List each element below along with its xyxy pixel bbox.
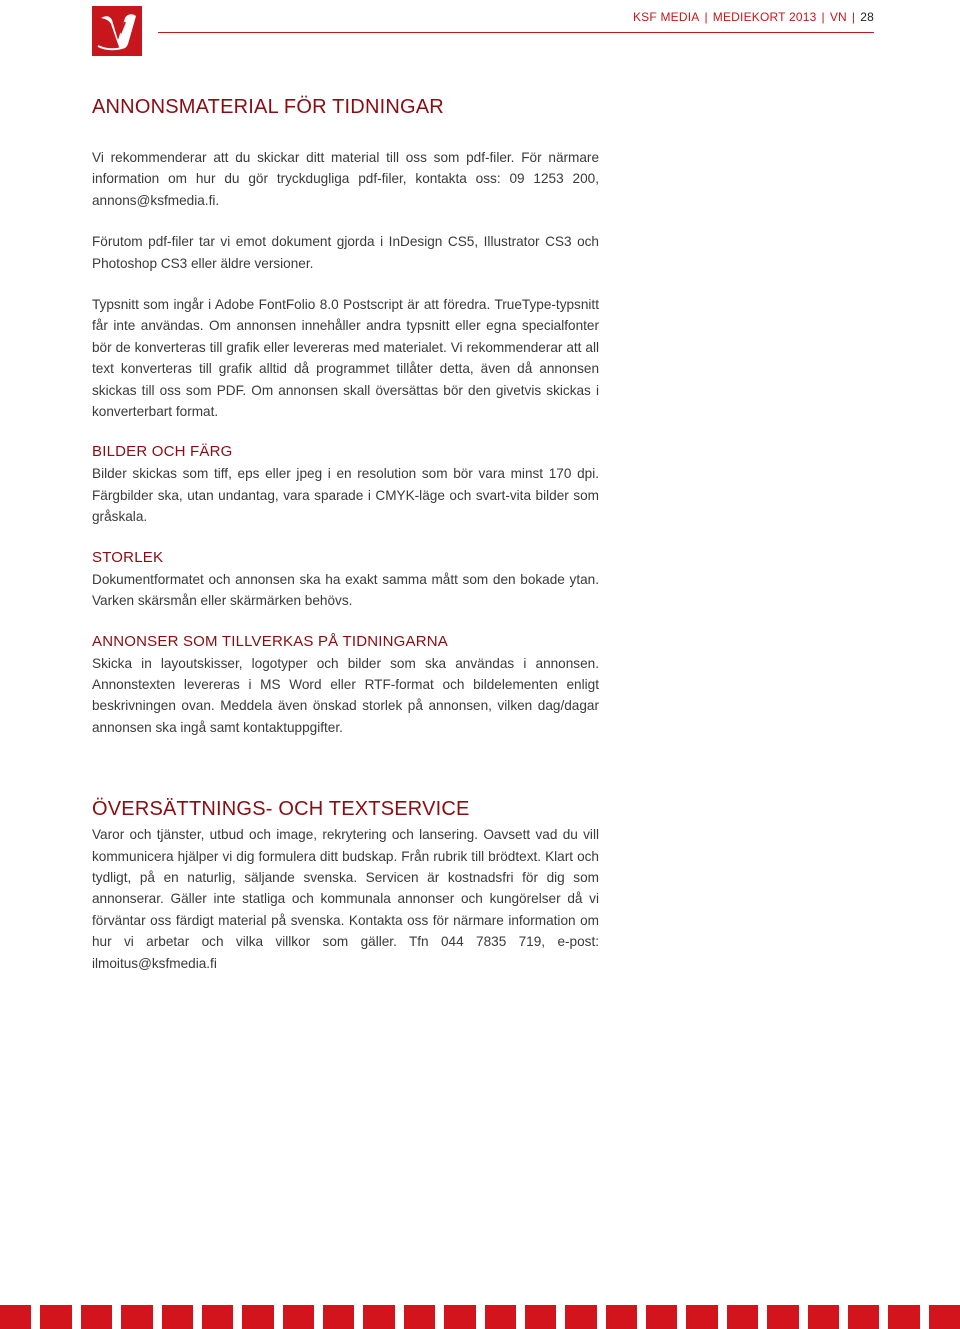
footer-block <box>606 1305 637 1329</box>
header-rule <box>158 32 874 33</box>
footer-block <box>444 1305 475 1329</box>
footer-block <box>727 1305 758 1329</box>
heading-storlek: STORLEK <box>92 548 164 566</box>
paragraph-pdf: Vi rekommenderar att du skickar ditt material till oss som pdf-filer. För närmare information om hur du gör tryckdugliga pdf-filer, kontakta oss: 09 1253 200, annons@ksfmedia.fi. <box>92 150 599 208</box>
footer-block <box>162 1305 193 1329</box>
paragraph-formats: Förutom pdf-filer tar vi emot dokument gjorda i InDesign CS5, Illustrator CS3 och Photoshop CS3 eller äldre versioner. <box>92 234 599 271</box>
vn-logo-icon <box>92 6 142 56</box>
heading-tillverkas: ANNONSER SOM TILLVERKAS PÅ TIDNINGARNA <box>92 632 449 650</box>
header-separator: | <box>821 10 825 24</box>
footer-block <box>485 1305 516 1329</box>
header-separator: | <box>704 10 708 24</box>
paragraph-storlek: Dokumentformatet och annonsen ska ha exakt samma mått som den bokade ytan. Varken skärsmån eller skärmärken behövs. <box>92 571 599 609</box>
footer-block <box>363 1305 394 1329</box>
footer-block <box>888 1305 919 1329</box>
footer-block <box>686 1305 717 1329</box>
header-doc: MEDIEKORT 2013 <box>712 10 817 24</box>
footer-block <box>40 1305 71 1329</box>
footer-block <box>565 1305 596 1329</box>
footer-block <box>929 1305 960 1329</box>
footer-block <box>242 1305 273 1329</box>
main-content <box>92 96 599 974</box>
paragraph-oversattning: Varor och tjänster, utbud och image, rekrytering och lansering. Oavsett vad du vill kommunicera hjälper vi dig formulera ditt budskap. Från rubrik till brödtext. Klart och tydligt, på en naturlig, säljande svenska. Servicen är kostnadsfri för dig som annonserar. Gäller inte statliga och kommunala annonser och kungörelser då vi förväntar oss färdigt material på svenska. Kontakta oss för närmare information om hur vi arbetar och vilka villkor som gäller. Tfn 044 7835 719, e-post: ilmoitus@ksfmedia.fi <box>92 827 599 971</box>
header-publisher: KSF MEDIA <box>632 10 700 24</box>
footer-block <box>283 1305 314 1329</box>
footer-block <box>323 1305 354 1329</box>
footer-block <box>646 1305 677 1329</box>
footer-block <box>202 1305 233 1329</box>
paragraph-bilder: Bilder skickas som tiff, eps eller jpeg i en resolution som bör vara minst 170 dpi. Färgbilder ska, utan undantag, vara sparade i CMYK-läge och svart-vita bilder som gråskala. <box>92 466 599 525</box>
footer-block <box>808 1305 839 1329</box>
vn-logo <box>92 6 142 56</box>
footer-block <box>767 1305 798 1329</box>
footer-block <box>404 1305 435 1329</box>
heading-annonsmaterial: ANNONSMATERIAL FÖR TIDNINGAR <box>92 96 444 118</box>
footer-block <box>0 1305 31 1329</box>
footer-block <box>848 1305 879 1329</box>
running-header <box>633 10 874 24</box>
page-number: 28 <box>860 10 874 24</box>
header-edition: VN <box>829 10 847 24</box>
header-separator: | <box>851 10 856 24</box>
heading-bilder: BILDER OCH FÄRG <box>92 443 233 461</box>
paragraph-fonts: Typsnitt som ingår i Adobe FontFolio 8.0 Postscript är att föredra. TrueType-typsnitt får inte användas. Om annonsen innehåller andra typsnitt eller egna specialfonter bör de konverteras till grafik eller levereras med materialet. Vi rekommenderar att all text konverteras till grafik alltid då programmet tillåter detta, även då annonsen skickas till oss som PDF. Om annonsen skall översättas bör den givetvis skickas i konverterbart format. <box>92 297 599 420</box>
paragraph-tillverkas: Skicka in layoutskisser, logotyper och bilder som ska användas i annonsen. Annonstexten levereras i MS Word eller RTF-format och bildelementen enligt beskrivningen ovan. Meddela även önskad storlek på annonsen, vilken dag/dagar annonsen ska ingå samt kontaktuppgifter. <box>92 655 599 735</box>
footer-block <box>525 1305 556 1329</box>
footer-block <box>121 1305 152 1329</box>
heading-oversattning: ÖVERSÄTTNINGS- OCH TEXTSERVICE <box>92 798 470 821</box>
footer-block <box>81 1305 112 1329</box>
footer-decorative-bar <box>0 1305 960 1329</box>
